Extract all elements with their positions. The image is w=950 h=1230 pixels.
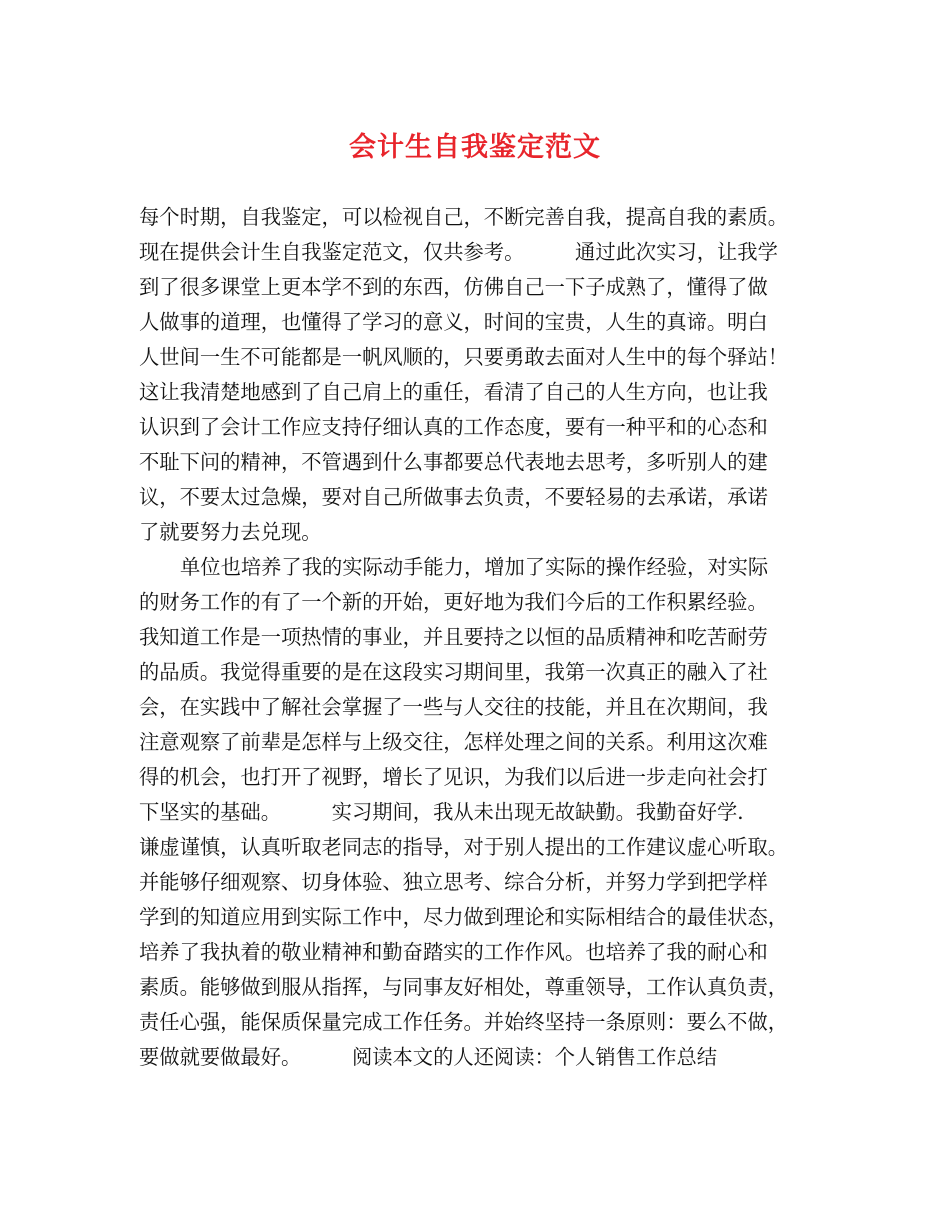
text-line: 到了很多课堂上更本学不到的东西，仿佛自己一下子成熟了，懂得了做: [139, 275, 768, 299]
text-line: 会，在实践中了解社会掌握了一些与人交往的技能，并且在次期间，我: [139, 695, 768, 719]
text-line: 了就要努力去兑现。: [139, 520, 322, 544]
text-line: 人做事的道理，也懂得了学习的意义，时间的宝贵，人生的真谛。明白: [139, 310, 768, 334]
text-line: 认识到了会计工作应支持仔细认真的工作态度，要有一种平和的心态和: [139, 415, 768, 439]
text-line: 下坚实的基础。 实习期间，我从未出现无故缺勤。我勤奋好学．: [139, 800, 758, 824]
text-line: 每个时期，自我鉴定，可以检视自己，不断完善自我，提高自我的素质。: [139, 205, 789, 229]
document-title: 会计生自我鉴定范文: [349, 132, 601, 163]
text-line-indented: 单位也培养了我的实际动手能力，增加了实际的操作经验，对实际: [180, 555, 769, 579]
text-line: 责任心强，能保质保量完成工作任务。并始终坚持一条原则：要么不做，: [139, 1010, 789, 1034]
text-line: 要做就要做最好。 阅读本文的人还阅读：个人销售工作总结: [139, 1045, 718, 1069]
text-line: 培养了我执着的敬业精神和勤奋踏实的工作作风。也培养了我的耐心和: [139, 940, 768, 964]
text-line: 注意观察了前辈是怎样与上级交往，怎样处理之间的关系。利用这次难: [139, 730, 768, 754]
text-line: 这让我清楚地感到了自己肩上的重任，看清了自己的人生方向，也让我: [139, 380, 768, 404]
document-body: [139, 200, 829, 1075]
text-line: 得的机会，也打开了视野，增长了见识，为我们以后进一步走向社会打: [139, 765, 768, 789]
text-line: 谦虚谨慎，认真听取老同志的指导，对于别人提出的工作建议虚心听取。: [139, 835, 789, 859]
text-line: 学到的知道应用到实际工作中，尽力做到理论和实际相结合的最佳状态，: [139, 905, 789, 929]
text-line: 现在提供会计生自我鉴定范文，仅共参考。 通过此次实习，让我学: [139, 240, 778, 264]
text-line: 不耻下问的精神，不管遇到什么事都要总代表地去思考，多听别人的建: [139, 450, 768, 474]
text-line: 素质。能够做到服从指挥，与同事友好相处，尊重领导，工作认真负责，: [139, 975, 789, 999]
text-line: 议，不要太过急燥，要对自己所做事去负责，不要轻易的去承诺，承诺: [139, 485, 768, 509]
text-line: 的品质。我觉得重要的是在这段实习期间里，我第一次真正的融入了社: [139, 660, 768, 684]
text-line: 我知道工作是一项热情的事业，并且要持之以恒的品质精神和吃苦耐劳: [139, 625, 768, 649]
text-line: 并能够仔细观察、切身体验、独立思考、综合分析，并努力学到把学样: [139, 870, 768, 894]
text-line: 人世间一生不可能都是一帆风顺的，只要勇敢去面对人生中的每个驿站！: [139, 345, 789, 369]
text-line: 的财务工作的有了一个新的开始，更好地为我们今后的工作积累经验。: [139, 590, 768, 614]
